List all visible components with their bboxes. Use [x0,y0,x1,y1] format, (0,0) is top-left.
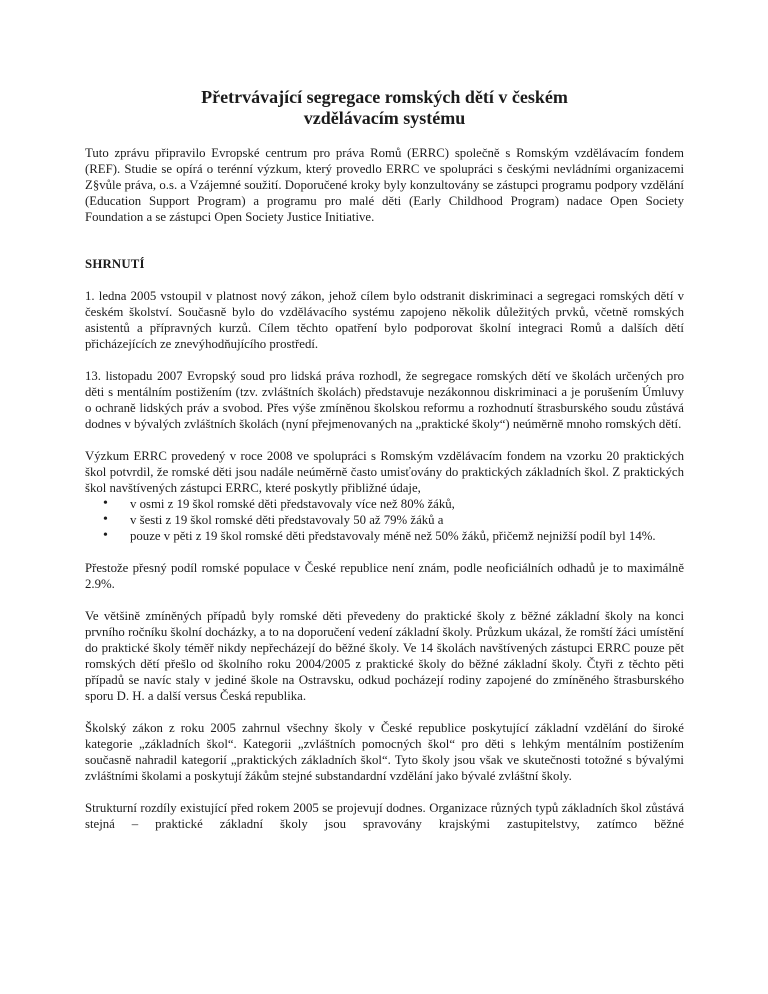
paragraph-law-2005: 1. ledna 2005 vstoupil v platnost nový zákon, jehož cílem bylo odstranit diskriminaci a segregaci romských dětí v českém školství. Současně bylo do vzdělávacího systému zapojeno několik důležitých prvků, včetně romských asistentů a přípravných kurzů. Cílem těchto opatření bylo podporovat školní integraci Romů a dalších dětí přicházejících ze znevýhodňujícího prostředí. [85,289,684,351]
document-title [85,87,684,129]
paragraph-school-act: Školský zákon z roku 2005 zahrnul všechny školy v České republice poskytující základní vzdělání do široké kategorie „základních škol“. Kategorii „zvláštních pomocných škol“ pro děti s lehkým mentálním postižením současně nahradil kategorií „praktických základních škol“. Tyto školy jsou však ve skutečnosti totožné s bývalými zvláštními školami a poskytují žákům stejné substandardní vzdělání jako bývalé zvláštní školy. [85,721,684,783]
paragraph-echr-2007: 13. listopadu 2007 Evropský soud pro lidská práva rozhodl, že segregace romských dětí ve školách určených pro děti s mentálním postižením (tzv. zvláštních školách) představuje nezákonnou diskriminaci a je porušením Úmluvy o ochraně lidských práv a svobod. Přes výše zmíněnou školskou reformu a rozhodnutí štrasburského soudu zůstává dodnes v bývalých zvláštních školách (nyní přejmenovaných na „praktické školy“) neúměrně mnoho romských dětí. [85,369,684,431]
paragraph-research-intro: Výzkum ERRC provedený v roce 2008 ve spolupráci s Romským vzdělávacím fondem na vzorku 20 praktických škol potvrdil, že romské děti jsou nadále neúměrně často umisťovány do praktických základních škol. Z praktických škol navštívených zástupci ERRC, které poskytly přibližné údaje, [85,449,684,495]
document-title-line-1: Přetrvávající segregace romských dětí v českém [201,87,568,107]
document-title-line-2: vzdělávacím systému [303,108,466,128]
bullet-list [85,496,684,544]
bullet-item-50-to-79-percent: • v šesti z 19 škol romské děti představovaly 50 až 79% žáků a [130,512,684,528]
bullet-item-under-50-percent: • pouze v pěti z 19 škol romské děti představovaly méně než 50% žáků, přičemž nejnižší podíl byl 14%. [130,528,684,544]
paragraph-population-estimate: Přestože přesný podíl romské populace v České republice není znám, podle neoficiálních odhadů je to maximálně 2.9%. [85,561,684,591]
paragraph-structural-differences: Strukturní rozdíly existující před rokem 2005 se projevují dodnes. Organizace různých typů základních škol zůstává stejná – praktické základní školy jsou spravovány krajskými zastupitelstvy, zatímco běžné [85,801,684,831]
paragraph-intro: Tuto zprávu připravilo Evropské centrum pro práva Romů (ERRC) společně s Romským vzdělávacím fondem (REF). Studie se opírá o terénní výzkum, který provedlo ERRC ve spolupráci s českými nevládními organizacemi Z§vůle práva, o.s. a Vzájemné soužití. Doporučené kroky byly konzultovány se zástupci programu podpory vzdělání (Education Support Program) a programu pro malé děti (Early Childhood Program) nadace Open Society Foundation a se zástupci Open Society Justice Initiative. [85,146,684,224]
section-heading-shrnuti: SHRNUTÍ [85,257,145,271]
bullet-item-over-80-percent: • v osmi z 19 škol romské děti představovaly více než 80% žáků, [130,496,684,512]
paragraph-transfers: Ve většině zmíněných případů byly romské děti převedeny do praktické školy z běžné základní školy na konci prvního ročníku školní docházky, a to na doporučení vedení základní školy. Průzkum ukázal, že romští žáci umístění do praktické školy téměř nikdy nepřecházejí do běžné školy. Ve 14 školách navštívených zástupci ERRC pouze pět romských dětí přešlo od školního roku 2004/2005 z praktické školy do běžné základní školy. Čtyři z těchto pěti případů se navíc staly v jediné škole na Ostravsku, odkud pocházejí rodiny zapojené do zmíněného štrasburského sporu D. H. a další versus Česká republika. [85,609,684,703]
